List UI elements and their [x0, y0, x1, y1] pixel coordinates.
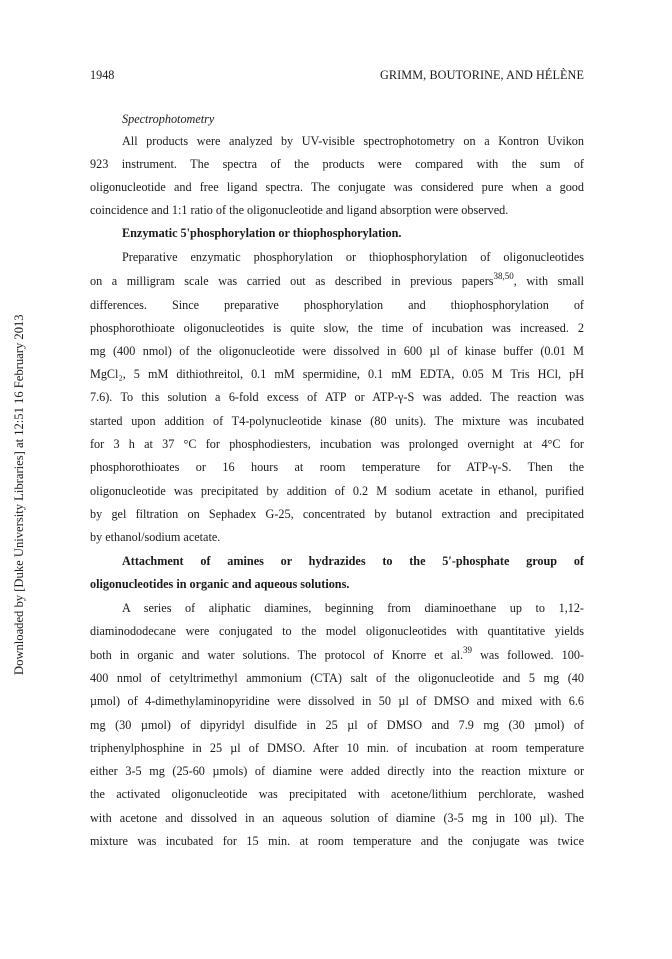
text-line-content: coincidence and 1:1 ratio of the oligonucleotide and ligand absorption were observed. [90, 203, 509, 217]
text-line-content: differences. Since preparative phosphorylation and thiophosphorylation of [90, 298, 584, 312]
text-line [90, 811, 584, 829]
text-line-content: triphenylphosphine in 25 µl of DMSO. After 10 min. of incubation at room temperature [90, 741, 584, 755]
text-line-content: 400 nmol of cetyltrimethyl ammonium (CTA) salt of the oligonucleotide and 5 mg (40 [90, 671, 584, 685]
text-line-content: MgCl₂, 5 mM dithiothreitol, 0.1 mM spermidine, 0.1 mM EDTA, 0.05 M Tris HCl, pH [90, 367, 584, 381]
text-line-content: by gel filtration on Sephadex G-25, concentrated by butanol extraction and precipitated [90, 507, 584, 521]
text-line-content: Preparative enzymatic phosphorylation or thiophosphorylation of oligonucleotides [122, 250, 584, 264]
text-line [90, 644, 584, 666]
text-line [90, 460, 584, 478]
text-line [122, 554, 584, 572]
text-line [90, 270, 584, 292]
running-authors: GRIMM, BOUTORINE, AND HÉLÈNE [380, 68, 584, 82]
text-line-content: the activated oligonucleotide was precipitated with acetone/lithium perchlorate, washed [90, 787, 584, 801]
watermark-text: Downloaded by [Duke University Libraries] at 12:51 16 February 2013 [12, 314, 26, 675]
text-line-tail: , with small [513, 274, 584, 288]
text-line [90, 180, 584, 198]
text-line [90, 390, 584, 408]
citation-superscript: 39 [463, 644, 473, 655]
text-line [90, 437, 584, 455]
text-line-content: Spectrophotometry [122, 112, 215, 126]
text-line [122, 134, 584, 152]
text-line-content: for 3 h at 37 °C for phosphodiesters, incubation was prolonged overnight at 4°C for [90, 437, 584, 451]
text-line-content: oligonucleotide was precipitated by addition of 0.2 M sodium acetate in ethanol, purified [90, 484, 584, 498]
text-line-content: on a milligram scale was carried out as described in previous papers [90, 274, 494, 288]
text-line [90, 787, 584, 805]
text-line-content: either 3-5 mg (25-60 µmols) of diamine were added directly into the reaction mixture or [90, 764, 584, 778]
text-line [90, 624, 584, 642]
text-line [122, 601, 584, 619]
text-line-content: mg (400 nmol) of the oligonucleotide were dissolved in 600 µl of kinase buffer (0.01 M [90, 344, 584, 358]
text-line [122, 112, 584, 130]
text-line-content: phosphorothioate oligonucleotides is quite slow, the time of incubation was increased. 2 [90, 321, 584, 335]
text-line-content: oligonucleotides in organic and aqueous solutions. [90, 577, 350, 591]
text-line-content: 7.6). To this solution a 6-fold excess of ATP or ATP-γ-S was added. The reaction was [90, 390, 584, 404]
running-header [90, 68, 584, 86]
text-line-content: started upon addition of T4-polynucleotide kinase (80 units). The mixture was incubated [90, 414, 584, 428]
text-line-content: both in organic and water solutions. The protocol of Knorre et al. [90, 648, 464, 662]
text-line-content: mg (30 µmol) of dipyridyl disulfide in 25 µl of DMSO and 7.9 mg (30 µmol) of [90, 718, 584, 732]
text-line [90, 741, 584, 759]
text-line-content: Attachment of amines or hydrazides to the 5′-phosphate group of [122, 554, 584, 568]
text-line [90, 694, 584, 712]
text-line-content: by ethanol/sodium acetate. [90, 530, 221, 544]
page-number: 1948 [90, 68, 115, 82]
text-line-tail: was followed. 100- [472, 648, 584, 662]
text-line-content: mixture was incubated for 15 min. at room temperature and the conjugate was twice [90, 834, 584, 848]
text-line [90, 577, 584, 595]
text-line-content: All products were analyzed by UV-visible spectrophotometry on a Kontron Uvikon [122, 134, 584, 148]
text-line-content: with acetone and dissolved in an aqueous solution of diamine (3-5 mg in 100 µl). The [90, 811, 584, 825]
text-line-content: phosphorothioates or 16 hours at room temperature for ATP-γ-S. Then the [90, 460, 584, 474]
text-line-content: µmol) of 4-dimethylaminopyridine were dissolved in 50 µl of DMSO and mixed with 6.6 [90, 694, 584, 708]
text-line-content: 923 instrument. The spectra of the products were compared with the sum of [90, 157, 584, 171]
text-line [90, 414, 584, 432]
text-line [90, 157, 584, 175]
text-line [90, 507, 584, 525]
text-line-content: oligonucleotide and free ligand spectra. The conjugate was considered pure when a good [90, 180, 584, 194]
text-line [90, 671, 584, 689]
text-line [90, 834, 584, 852]
text-line [122, 250, 584, 268]
text-line [90, 718, 584, 736]
text-line [90, 344, 584, 362]
text-line [90, 298, 584, 316]
text-line-content: A series of aliphatic diamines, beginning from diaminoethane up to 1,12- [122, 601, 584, 615]
text-line-content: diaminododecane were conjugated to the model oligonucleotides with quantitative yields [90, 624, 584, 638]
text-line [90, 484, 584, 502]
text-line [90, 367, 584, 385]
text-line [90, 530, 584, 548]
text-line [90, 764, 584, 782]
citation-superscript: 38,50 [493, 270, 514, 281]
text-line [90, 321, 584, 339]
text-line [90, 203, 584, 221]
text-line-content: Enzymatic 5'phosphorylation or thiophosphorylation. [122, 226, 402, 240]
text-line [122, 226, 584, 244]
